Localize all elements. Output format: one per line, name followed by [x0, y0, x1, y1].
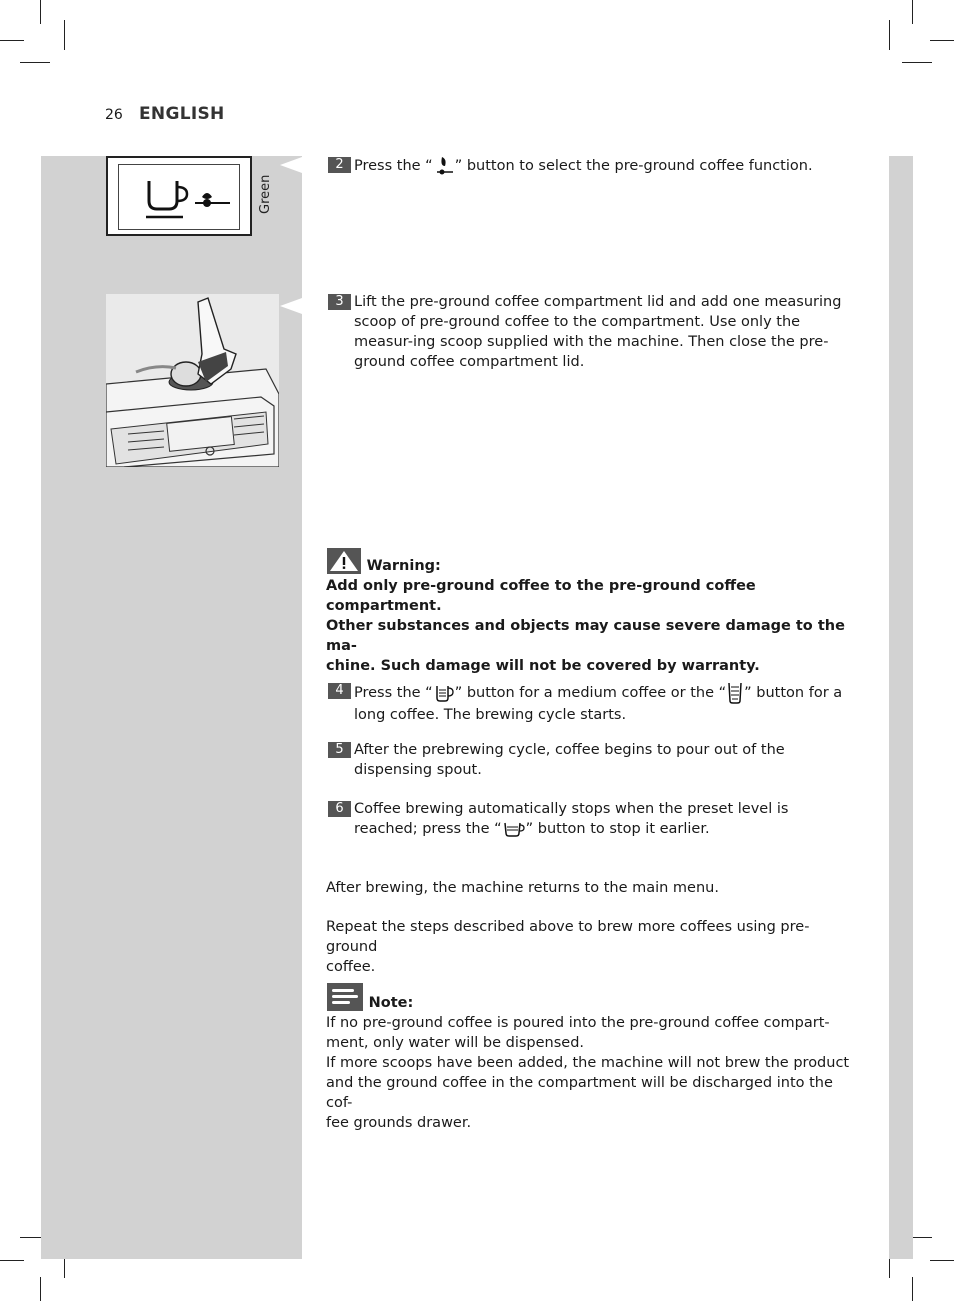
medium-coffee-icon: [434, 683, 454, 703]
compartment-illustration: [106, 294, 279, 467]
crop-mark: [930, 1260, 954, 1261]
stop-coffee-icon: [503, 820, 525, 838]
step-text: Press the “: [354, 685, 433, 701]
figure-pointer: [280, 157, 302, 173]
crop-mark: [0, 40, 24, 41]
warning-icon: [327, 548, 361, 574]
step-text: ” button for a long coffee. The brewing cycle starts.: [354, 685, 843, 723]
step-text: ” button to select the pre-ground coffee function.: [454, 158, 813, 174]
note-text: If no pre-ground coffee is poured into the pre-ground coffee compart-: [326, 1015, 830, 1031]
crop-mark: [0, 1260, 24, 1261]
crop-mark: [20, 62, 50, 63]
note-icon: [327, 983, 363, 1011]
crop-mark: [40, 0, 41, 24]
step-2: [328, 155, 852, 177]
crop-mark: [64, 20, 65, 50]
step-text: Coffee brewing automatically stops when the preset level is reached; press the “: [354, 801, 789, 837]
paragraph-text: coffee.: [326, 959, 376, 975]
long-coffee-icon: [727, 681, 743, 705]
step-6: [328, 799, 852, 839]
after-brewing-paragraph: [326, 878, 854, 898]
step-5: [328, 740, 852, 780]
page-number: 26: [105, 107, 123, 123]
crop-mark: [912, 1277, 913, 1301]
note-text: and the ground coffee in the compartment will be discharged into the cof-: [326, 1075, 833, 1111]
note-block: [326, 983, 854, 1133]
step-number: 4: [328, 683, 351, 699]
pre-ground-coffee-icon: [119, 165, 239, 229]
language-heading: ENGLISH: [139, 104, 225, 124]
warning-text: Add only pre-ground coffee to the pre-ground coffee compartment.: [326, 578, 756, 614]
note-text: If more scoops have been added, the machine will not brew the product: [326, 1055, 850, 1071]
machine-display-figure: [106, 156, 252, 236]
machine-top-drawing: [106, 294, 279, 467]
warning-title: Warning:: [366, 558, 441, 574]
step-number: 3: [328, 294, 351, 310]
figure-pointer: [280, 298, 302, 314]
step-number: 5: [328, 742, 351, 758]
crop-mark: [912, 0, 913, 24]
step-4: [328, 681, 852, 725]
note-text: ment, only water will be dispensed.: [326, 1035, 585, 1051]
step-3: [328, 292, 852, 372]
step-text: After the prebrewing cycle, coffee begins to pour out of the dispensing spout.: [354, 742, 785, 778]
display-screen: [118, 164, 240, 230]
warning-block: [326, 548, 854, 676]
step-number: 6: [328, 801, 351, 817]
step-text: ” button for a medium coffee or the “: [454, 685, 727, 701]
pre-ground-coffee-icon: [434, 155, 454, 177]
warning-text: chine. Such damage will not be covered by warranty.: [326, 658, 760, 674]
step-text: Lift the pre-ground coffee compartment lid and add one measuring scoop of pre-ground coffee to the compartment. Use only the measur-ing scoop supplied with the machine. Then close the pre-ground coffee compartment lid.: [354, 294, 842, 370]
step-number: 2: [328, 157, 351, 173]
paragraph-text: Repeat the steps described above to brew more coffees using pre-ground: [326, 919, 810, 955]
warning-text: Other substances and objects may cause severe damage to the ma-: [326, 618, 845, 654]
crop-mark: [902, 62, 932, 63]
paragraph-text: After brewing, the machine returns to the main menu.: [326, 880, 719, 896]
note-text: fee grounds drawer.: [326, 1115, 472, 1131]
display-side-label: Green: [258, 174, 273, 214]
crop-mark: [40, 1277, 41, 1301]
repeat-paragraph: [326, 917, 854, 977]
step-text: ” button to stop it earlier.: [525, 821, 710, 837]
crop-mark: [930, 40, 954, 41]
right-margin-strip: [889, 156, 913, 1259]
crop-mark: [889, 20, 890, 50]
step-text: Press the “: [354, 158, 433, 174]
note-title: Note:: [368, 995, 414, 1011]
